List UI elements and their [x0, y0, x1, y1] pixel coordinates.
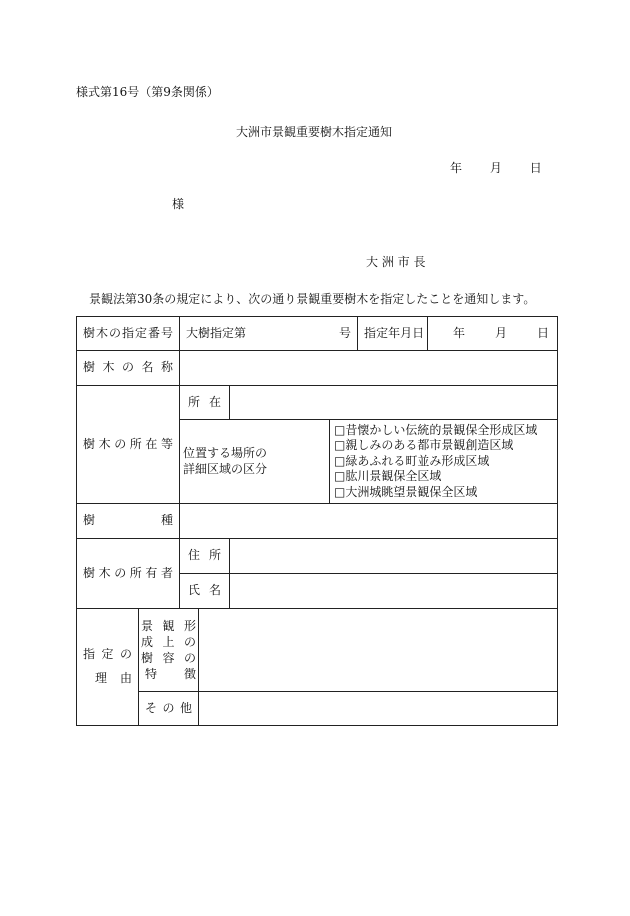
feature-field[interactable] — [199, 609, 558, 692]
owner-address-label: 住 所 — [180, 539, 230, 574]
designation-day: 日 — [537, 325, 550, 340]
date-day: 日 — [529, 161, 542, 175]
issuer: 大 洲 市 長 — [366, 255, 426, 269]
date-year: 年 — [450, 161, 463, 175]
tree-number-prefix: 大樹指定第 — [186, 325, 247, 340]
designation-year: 年 — [453, 325, 466, 340]
zone-label-line-1: 位置する場所の — [183, 445, 268, 460]
designation-form-table — [76, 316, 558, 726]
issue-date — [450, 162, 542, 174]
tree-number-field[interactable] — [180, 317, 358, 351]
tree-name-field[interactable] — [180, 351, 558, 386]
designation-date-label: 指 定 年 月 日 — [358, 317, 428, 351]
zone-option-green[interactable]: □緑あふれる町並み形成区域 — [334, 453, 490, 468]
other-label: そ の 他 — [139, 692, 199, 726]
species-label: 樹 種 — [77, 504, 180, 539]
zone-label — [180, 420, 330, 504]
designation-month: 月 — [495, 325, 508, 340]
tree-location-label: 樹 木 の 所 在 等 — [77, 386, 180, 504]
recipient-suffix: 様 — [172, 197, 185, 211]
form-number: 様式第16号（第9条関係） — [76, 85, 219, 99]
zone-label-line-2: 詳細区域の区分 — [183, 461, 268, 476]
zone-option-ozu-castle[interactable]: □大洲城眺望景観保全区域 — [334, 484, 478, 499]
tree-number-suffix: 号 — [339, 325, 352, 340]
body-text: 景観法第30条の規定により、次の通り景観重要樹木を指定したことを通知します。 — [89, 292, 536, 306]
zone-options — [330, 420, 558, 504]
address-field[interactable] — [230, 386, 558, 420]
owner-address-field[interactable] — [230, 539, 558, 574]
tree-number-label — [77, 317, 180, 351]
owner-name-field[interactable] — [230, 574, 558, 609]
zone-option-traditional[interactable]: □昔懐かしい伝統的景観保全形成区域 — [334, 422, 538, 437]
owner-label: 樹 木 の 所 有 者 — [77, 539, 180, 609]
owner-name-label: 氏 名 — [180, 574, 230, 609]
tree-name-label: 樹 木 の 名 称 — [77, 351, 180, 386]
tree-number-label-text: 樹 木 の 指 定 番 号 — [83, 325, 174, 340]
reason-label: 指 定 の 理 由 — [77, 609, 139, 726]
zone-option-hijikawa[interactable]: □肱川景観保全区域 — [334, 469, 442, 484]
designation-date-field[interactable] — [428, 317, 558, 351]
feature-label: 景 観 形 成 上 の 樹 容 の 特 徴 — [139, 609, 199, 692]
date-month: 月 — [489, 161, 502, 175]
address-label: 所 在 — [180, 386, 230, 420]
zone-option-urban[interactable]: □親しみのある都市景観創造区域 — [334, 438, 514, 453]
document-title: 大洲市景観重要樹木指定通知 — [236, 125, 393, 139]
other-field[interactable] — [199, 692, 558, 726]
species-field[interactable] — [180, 504, 558, 539]
